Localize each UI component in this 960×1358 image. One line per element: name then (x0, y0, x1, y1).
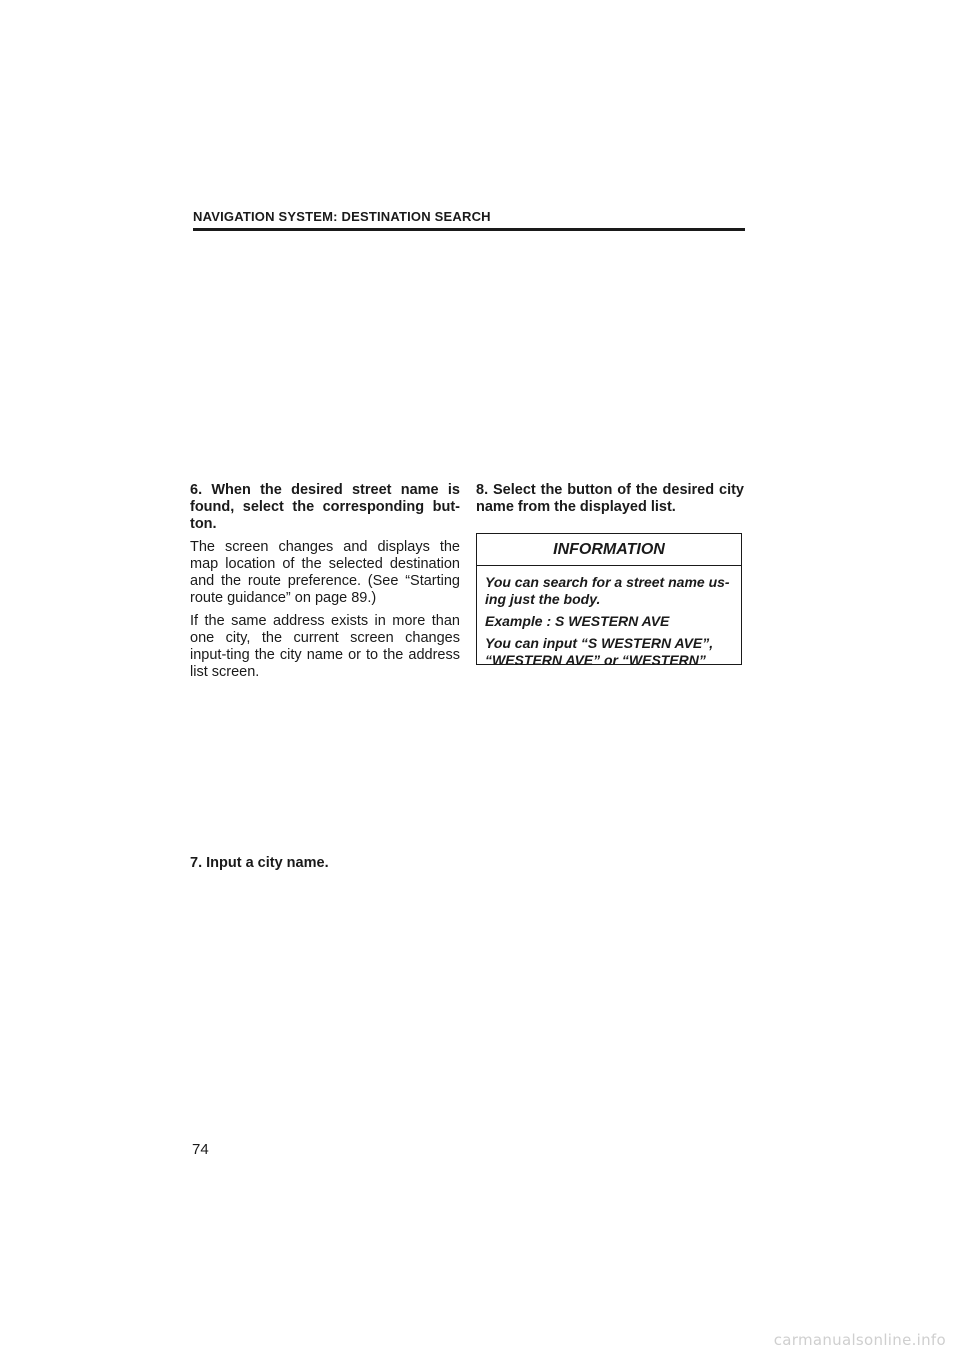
step-7: 7. Input a city name. (190, 855, 329, 871)
header-rule (193, 228, 745, 231)
info-line-3: You can input “S WESTERN AVE”, “WESTERN AVE” or “WESTERN” (485, 635, 714, 668)
paragraph-map-location: The screen changes and displays the map location of the selected destination and the route preference. (See “Starting route guidance” on page 89.) (190, 539, 460, 606)
page-number: 74 (192, 1141, 209, 1158)
info-line-1: You can search for a street name us-ing just the body. (485, 574, 730, 607)
left-column (190, 482, 460, 687)
right-column (476, 482, 744, 522)
info-line-2: Example : S WESTERN AVE (485, 613, 670, 629)
information-title: INFORMATION (477, 534, 741, 566)
paragraph-same-address: If the same address exists in more than one city, the current screen changes input-ting the city name or to the address list screen. (190, 613, 460, 680)
watermark: carmanualsonline.info (773, 1331, 946, 1349)
step-8: 8. Select the button of the desired city name from the displayed list. (476, 482, 744, 515)
step-6: 6. When the desired street name is found, select the corresponding but-ton. (190, 482, 460, 532)
information-box (476, 533, 742, 668)
information-body (477, 566, 741, 669)
section-header: NAVIGATION SYSTEM: DESTINATION SEARCH (193, 209, 491, 224)
